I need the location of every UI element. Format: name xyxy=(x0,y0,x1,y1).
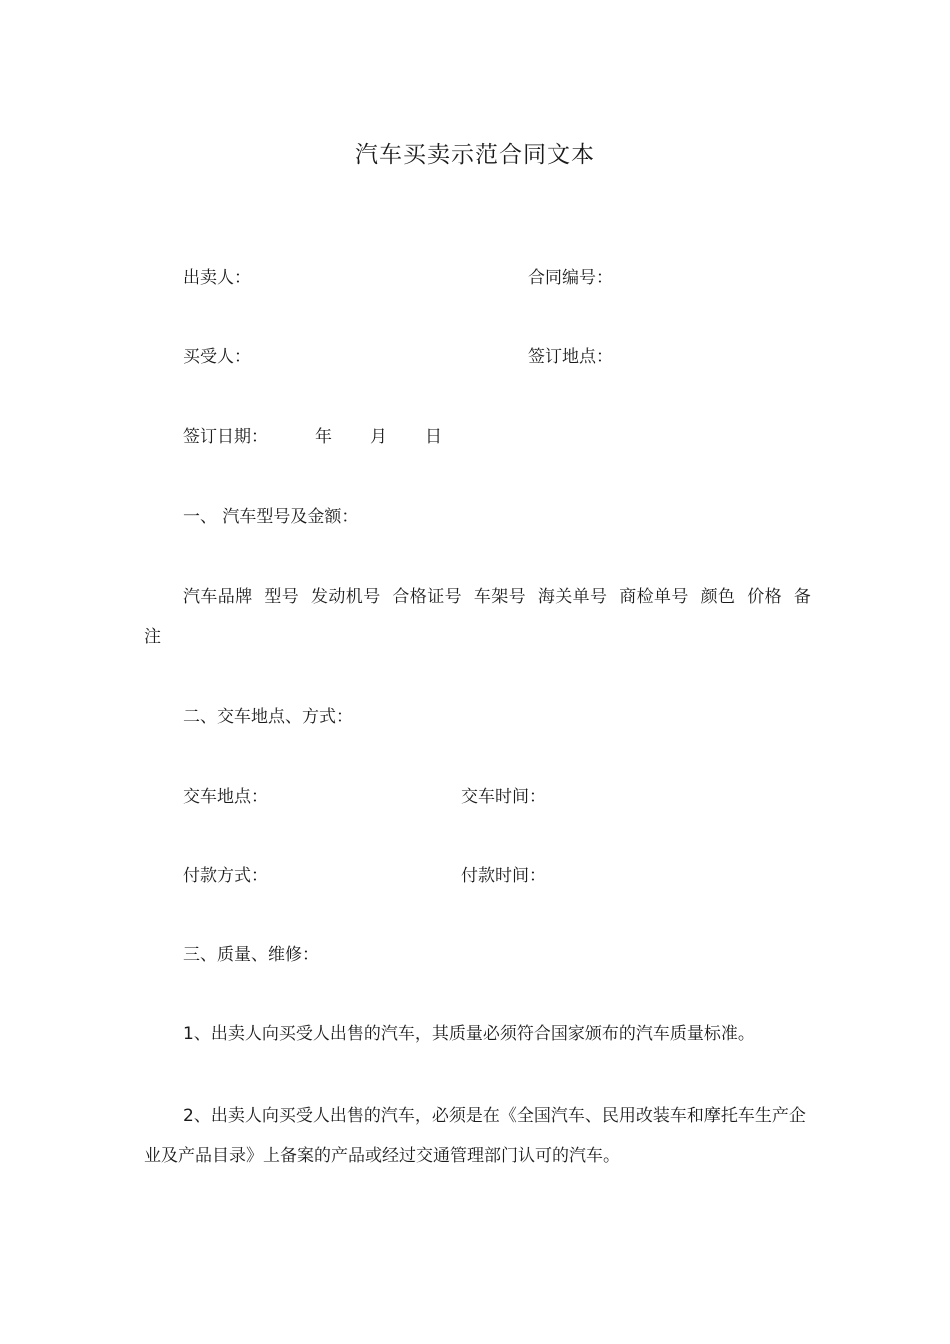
buyer-label: 买受人： xyxy=(183,347,251,367)
section1-heading: 一、 汽车型号及金额： xyxy=(183,507,359,527)
payment-method-label: 付款方式： xyxy=(183,866,268,886)
date-day: 日 xyxy=(425,427,442,447)
date-year: 年 xyxy=(315,427,332,447)
date-month: 月 xyxy=(370,427,387,447)
signing-place-label: 签订地点： xyxy=(528,347,613,367)
section1-columns: 汽车品牌 型号 发动机号 合格证号 车架号 海关单号 商检单号 颜色 价格 备注 xyxy=(144,587,812,647)
signing-date-row xyxy=(183,427,442,447)
payment-time-label: 付款时间： xyxy=(461,866,546,886)
delivery-time-label: 交车时间： xyxy=(461,787,546,807)
signing-date-label: 签订日期： xyxy=(183,427,268,447)
section3-heading: 三、质量、维修： xyxy=(183,945,319,965)
document-title: 汽车买卖示范合同文本 xyxy=(355,142,595,168)
quality-clause-1: 1、出卖人向买受人出售的汽车，其质量必须符合国家颁布的汽车质量标准。 xyxy=(183,1024,755,1044)
delivery-place-label: 交车地点： xyxy=(183,787,268,807)
quality-clause-2: 2、出卖人向买受人出售的汽车，必须是在《全国汽车、民用改装车和摩托车生产企业及产品目录》上备案的产品或经过交通管理部门认可的汽车。 xyxy=(144,1106,806,1166)
seller-label: 出卖人： xyxy=(183,268,251,288)
section2-heading: 二、交车地点、方式： xyxy=(183,707,353,727)
contract-number-label: 合同编号： xyxy=(528,268,613,288)
